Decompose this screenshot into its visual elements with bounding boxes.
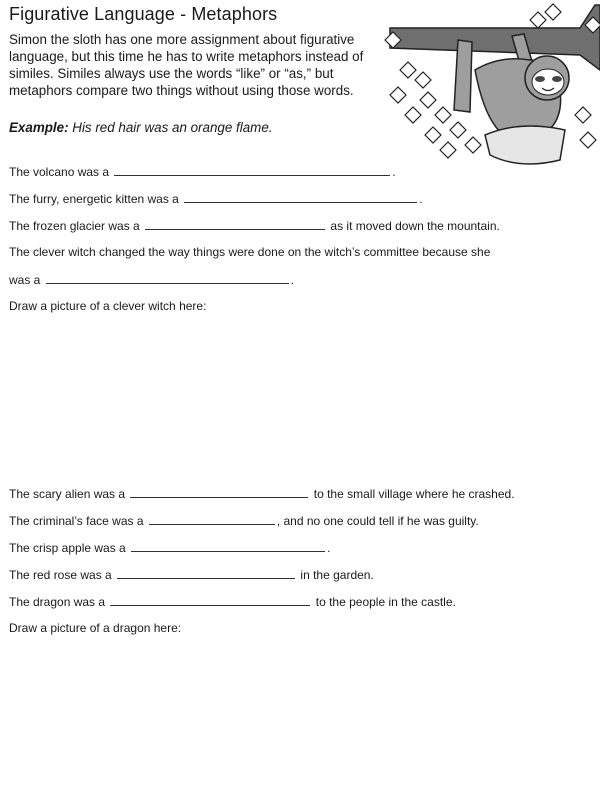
answer-blank[interactable] — [46, 272, 289, 284]
example-text: His red hair was an orange flame. — [72, 120, 273, 135]
question-volcano: The volcano was a . — [9, 165, 396, 179]
question-criminal: The criminal’s face was a , and no one could tell if he was guilty. — [9, 514, 479, 528]
drawing-area-dragon[interactable] — [9, 642, 589, 787]
sloth-arm-left — [454, 40, 472, 112]
answer-blank[interactable] — [117, 567, 295, 579]
intro-paragraph: Simon the sloth has one more assignment about figurative language, but this time he has to write metaphors instead of similes. Similes always use the words “like” or “as,” but metaphors compare two things without using those words. — [9, 32, 364, 98]
question-alien: The scary alien was a to the small village where he crashed. — [9, 487, 515, 501]
answer-blank[interactable] — [114, 164, 390, 176]
question-witch-line1: The clever witch changed the way things were done on the witch’s committee because she — [9, 245, 491, 259]
sloth-eye-left — [535, 76, 545, 82]
branch-shape — [390, 5, 600, 70]
question-dragon: The dragon was a to the people in the castle. — [9, 595, 456, 609]
draw-prompt-dragon: Draw a picture of a dragon here: — [9, 621, 182, 635]
draw-prompt-witch: Draw a picture of a clever witch here: — [9, 299, 207, 313]
answer-blank[interactable] — [131, 540, 325, 552]
answer-blank[interactable] — [184, 191, 417, 203]
answer-blank[interactable] — [110, 594, 310, 606]
drawing-area-witch[interactable] — [9, 320, 589, 480]
question-rose: The red rose was a in the garden. — [9, 568, 374, 582]
bag-shape — [485, 126, 565, 164]
question-kitten: The furry, energetic kitten was a . — [9, 192, 423, 206]
question-apple: The crisp apple was a . — [9, 541, 331, 555]
sloth-eye-right — [552, 76, 562, 82]
answer-blank[interactable] — [145, 218, 325, 230]
example — [9, 120, 273, 135]
example-label: Example: — [9, 120, 69, 135]
question-witch-line2: was a . — [9, 273, 295, 287]
answer-blank[interactable] — [130, 486, 308, 498]
page-title: Figurative Language - Metaphors — [9, 4, 278, 24]
question-glacier: The frozen glacier was a as it moved down the mountain. — [9, 219, 500, 233]
answer-blank[interactable] — [149, 513, 275, 525]
sloth-illustration — [380, 0, 600, 170]
